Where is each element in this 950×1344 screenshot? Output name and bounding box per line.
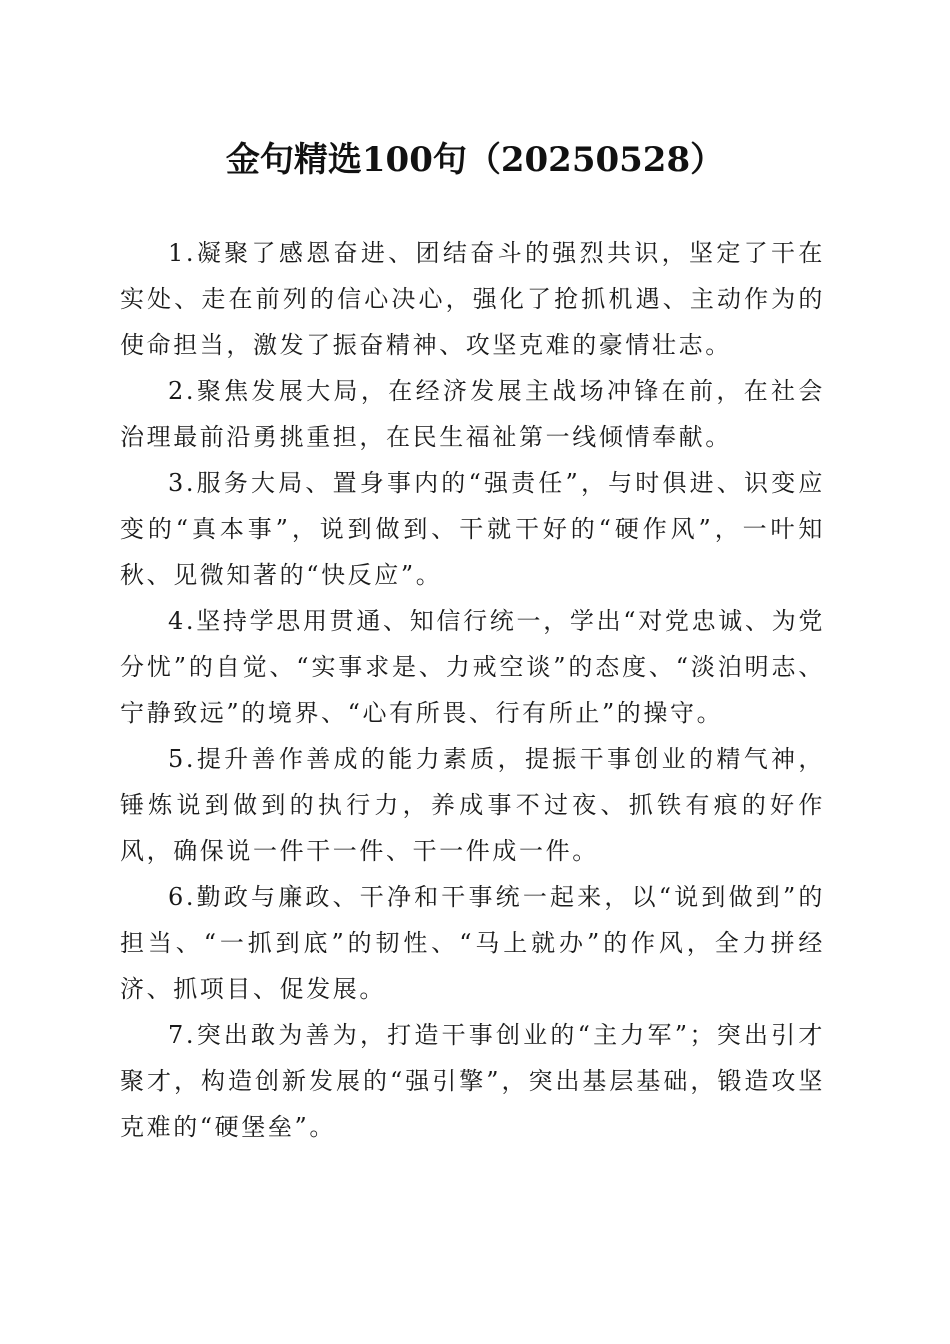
- document-title: 金句精选100句（20250528）: [225, 140, 725, 180]
- paragraph-5: 5.提升善作善成的能力素质，提振干事创业的精气神，锤炼说到做到的执行力，养成事不过夜、抓铁有痕的好作风，确保说一件干一件、干一件成一件。: [120, 745, 825, 865]
- paragraph-2: 2.聚焦发展大局，在经济发展主战场冲锋在前，在社会治理最前沿勇挑重担，在民生福祉第一线倾情奉献。: [120, 377, 825, 451]
- paragraph-4: 4.坚持学思用贯通、知信行统一，学出“对党忠诚、为党分忧”的自觉、“实事求是、力戒空谈”的态度、“淡泊明志、宁静致远”的境界、“心有所畏、行有所止”的操守。: [120, 607, 825, 727]
- paragraph-6: 6.勤政与廉政、干净和干事统一起来，以“说到做到”的担当、“一抓到底”的韧性、“马上就办”的作风，全力拼经济、抓项目、促发展。: [120, 883, 825, 1003]
- paragraph-1: 1.凝聚了感恩奋进、团结奋斗的强烈共识，坚定了干在实处、走在前列的信心决心，强化了抢抓机遇、主动作为的使命担当，激发了振奋精神、攻坚克难的豪情壮志。: [120, 239, 825, 359]
- paragraph-3: 3.服务大局、置身事内的“强责任”，与时俱进、识变应变的“真本事”，说到做到、干就干好的“硬作风”，一叶知秋、见微知著的“快反应”。: [120, 469, 825, 589]
- paragraph-7: 7.突出敢为善为，打造干事创业的“主力军”；突出引才聚才，构造创新发展的“强引擎”，突出基层基础，锻造攻坚克难的“硬堡垒”。: [120, 1021, 825, 1141]
- document-body: [120, 230, 825, 1150]
